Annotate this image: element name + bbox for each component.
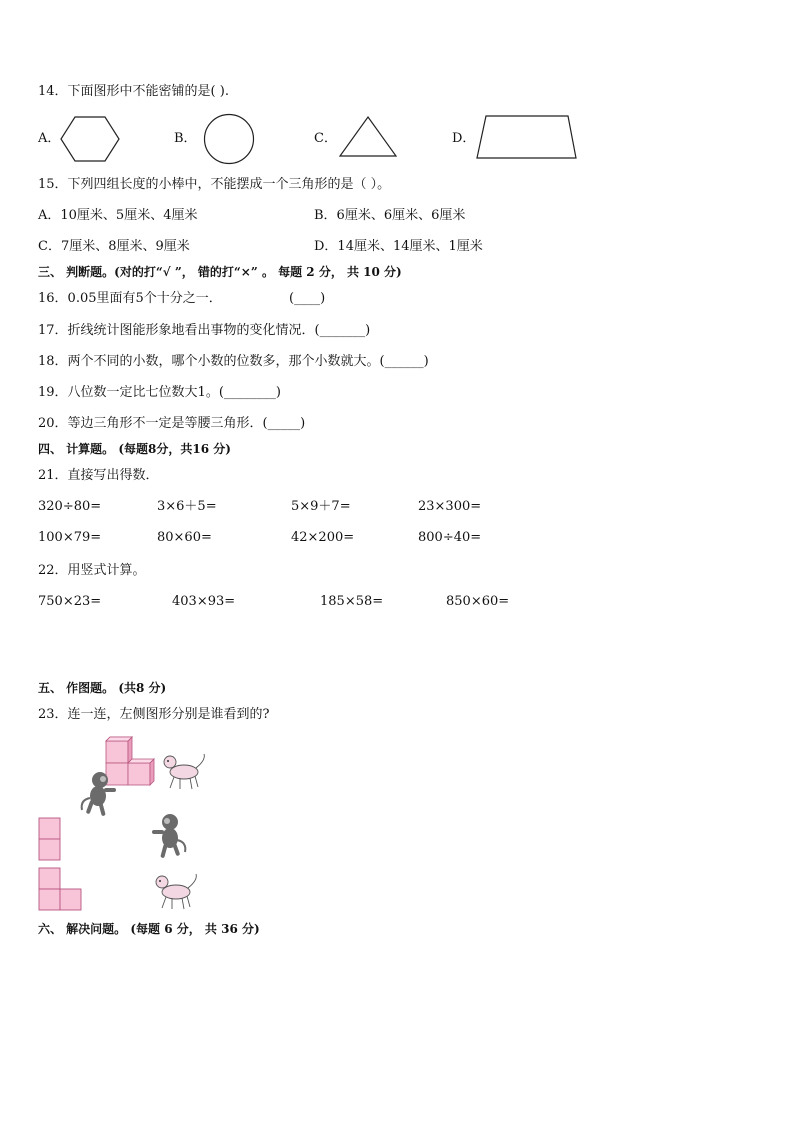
q14-option-a-label: A． — [38, 131, 61, 146]
monkey-icon — [78, 770, 118, 820]
q19-text: 19．八位数一定比七位数大1。(________) — [38, 385, 281, 400]
q15-option-a: A．10厘米、5厘米、4厘米 — [38, 208, 198, 223]
dog-icon — [152, 872, 202, 912]
dog-icon — [160, 752, 210, 792]
q16-text: 16．0.05里面有5个十分之一． — [38, 291, 222, 306]
monkey-icon — [150, 812, 190, 862]
q15-option-c: C．7厘米、8厘米、9厘米 — [38, 239, 190, 254]
section-3-title: 三、 判断题。(对的打“√ ”， 错的打“×” 。 每题 2 分， 共 10 分) — [38, 265, 402, 279]
q21-item: 5×9＋7= — [291, 499, 351, 514]
q21-item: 3×6＋5= — [157, 499, 217, 514]
q14-stem: 14．下面图形中不能密铺的是( ). — [38, 84, 229, 99]
section-6-title: 六、 解决问题。 (每题 6 分， 共 36 分) — [38, 922, 260, 936]
view-shape-l — [38, 867, 84, 911]
q16-blank: (____) — [289, 291, 326, 306]
q18-text: 18．两个不同的小数，哪个小数的位数多，那个小数就大。(______) — [38, 354, 429, 369]
q14-option-c-label: C． — [314, 131, 337, 146]
q14-option-d-label: D． — [452, 131, 476, 146]
q15-stem: 15．下列四组长度的小棒中，不能摆成一个三角形的是（ ）。 — [38, 177, 391, 192]
circle-shape — [203, 113, 255, 165]
q17-text: 17．折线统计图能形象地看出事物的变化情况．(_______) — [38, 323, 371, 338]
q14-option-b-label: B． — [174, 131, 197, 146]
q22-item: 850×60= — [446, 594, 510, 609]
q20-text: 20．等边三角形不一定是等腰三角形．(_____) — [38, 416, 306, 431]
q15-option-d: D．14厘米、14厘米、1厘米 — [314, 239, 483, 254]
hexagon-shape — [61, 115, 121, 165]
q21-item: 42×200= — [291, 530, 355, 545]
q21-stem: 21．直接写出得数． — [38, 468, 159, 483]
q21-item: 23×300= — [418, 499, 482, 514]
triangle-shape — [339, 116, 399, 158]
q21-item: 80×60= — [157, 530, 212, 545]
q21-item: 320÷80= — [38, 499, 102, 514]
q22-item: 403×93= — [172, 594, 236, 609]
q22-item: 185×58= — [320, 594, 384, 609]
q22-item: 750×23= — [38, 594, 102, 609]
trapezoid-shape — [476, 112, 580, 160]
section-5-title: 五、 作图题。 (共8 分) — [38, 681, 167, 695]
q23-stem: 23．连一连，左侧图形分别是谁看到的? — [38, 707, 270, 722]
q15-option-b: B．6厘米、6厘米、6厘米 — [314, 208, 466, 223]
q21-item: 800÷40= — [418, 530, 482, 545]
q21-item: 100×79= — [38, 530, 102, 545]
q22-stem: 22．用竖式计算。 — [38, 563, 146, 578]
view-shape-vertical — [38, 817, 62, 861]
section-4-title: 四、 计算题。 (每题8分，共16 分) — [38, 442, 231, 456]
